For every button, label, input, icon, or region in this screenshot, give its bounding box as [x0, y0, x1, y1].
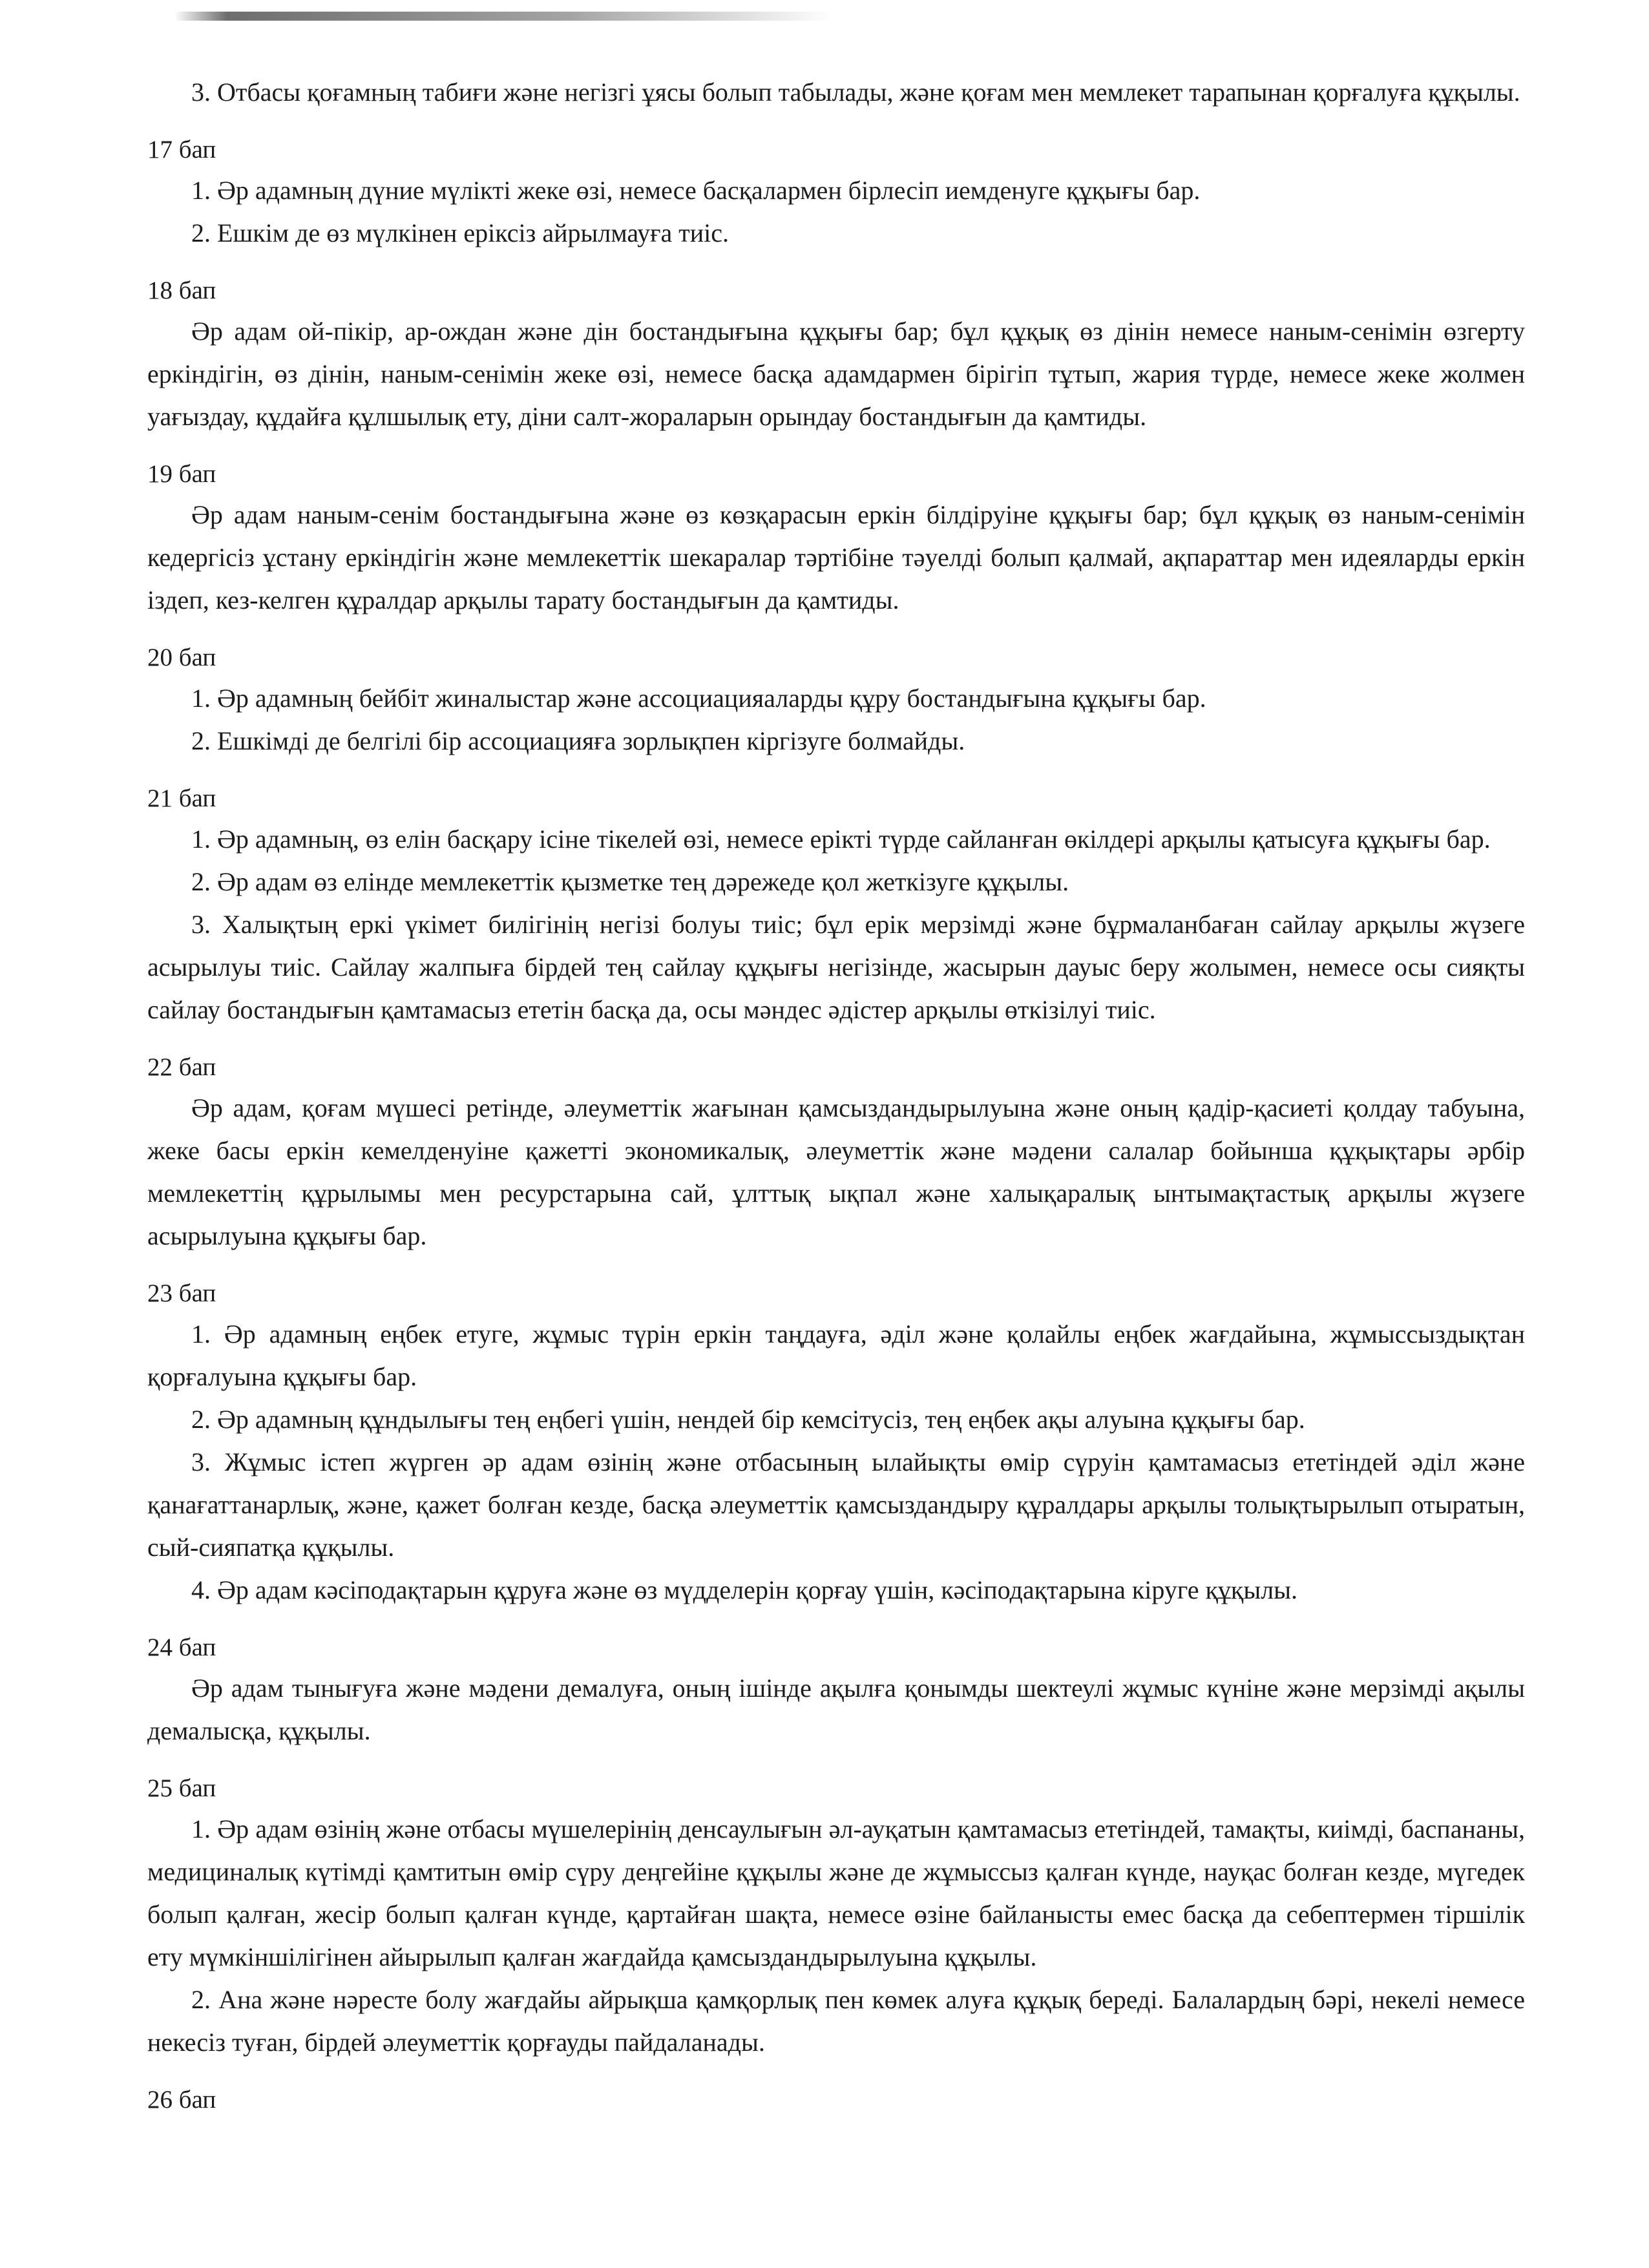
- article-17: [147, 131, 1525, 255]
- article-heading: 25 бап: [147, 1774, 216, 1802]
- article-paragraph: Әр адам ой-пікір, ар-ождан және дін бостандығына құқығы бар; бұл құқық өз дінін немесе наным-сенімін өзгерту еркіндігін, өз дінін, наным-сенімін жеке өзі, немесе басқа адамдармен бірігіп тұтып, жария түрде, немесе жеке жолмен уағыздау, құдайға құлшылық ету, діни салт-жораларын орындау бостандығын да қамтиды.: [147, 317, 1525, 431]
- article-paragraph: Әр адам наным-сенім бостандығына және өз көзқарасын еркін білдіруіне құқығы бар; бұл құқық өз наным-сенімін кедергісіз ұстану еркіндігін және мемлекеттік шекаралар тәртібіне тәуелді болып қалмай, ақпараттар мен идеяларды еркін іздеп, кез-келген құралдар арқылы тарату бостандығын да қамтиды.: [147, 500, 1525, 614]
- article-24: [147, 1628, 1525, 1752]
- article-heading: 17 бап: [147, 136, 216, 163]
- article-paragraph: 2. Әр адамның құндылығы тең еңбегі үшін, нендей бір кемсітусіз, тең еңбек ақы алуына құқығы бар.: [191, 1405, 1305, 1434]
- article-heading: 19 бап: [147, 460, 216, 488]
- article-heading: 24 бап: [147, 1633, 216, 1661]
- article-paragraph: 1. Әр адам өзінің және отбасы мүшелерінің денсаулығын әл-ауқатын қамтамасыз ететіндей, тамақты, киімді, баспананы, медициналық күтімді қамтитын өмір сүру деңгейіне құқылы және де жұмыссыз қалған күнде, науқас болған кезде, мүгедек болып қалған, жесір болып қалған күнде, қартайған шақта, немесе өзіне байланысты емес басқа да себептермен тіршілік ету мүмкіншілігінен айырылып қалған жағдайда қамсыздандырылуына құқылы.: [147, 1814, 1525, 1971]
- article-heading: 20 бап: [147, 644, 216, 671]
- article-heading: 18 бап: [147, 277, 216, 304]
- article-20: [147, 638, 1525, 762]
- article-18: [147, 271, 1525, 438]
- intro-paragraph: 3. Отбасы қоғамның табиғи және негізгі ұясы болып табылады, және қоғам мен мемлекет тарапынан қорғалуға құқылы.: [191, 78, 1520, 107]
- article-heading: 26 бап: [147, 2086, 216, 2114]
- article-heading: 22 бап: [147, 1053, 216, 1081]
- article-paragraph: 2. Ешкімді де белгілі бір ассоциацияға зорлықпен кіргізуге болмайды.: [191, 726, 965, 755]
- article-paragraph: 1. Әр адамның дүние мүлікті жеке өзі, немесе басқалармен бірлесіп иемденуге құқығы бар.: [191, 176, 1201, 205]
- article-paragraph: 3. Халықтың еркі үкімет билігінің негізі болуы тиіс; бұл ерік мерзімді және бұрмаланбаған сайлау арқылы жүзеге асырылуы тиіс. Сайлау жалпыға бірдей тең сайлау құқығы негізінде, жасырын дауыс беру жолымен, немесе осы сияқты сайлау бостандығын қамтамасыз ететін басқа да, осы мәндес әдістер арқылы өткізілуі тиіс.: [147, 910, 1525, 1024]
- article-26: [147, 2081, 1525, 2119]
- article-heading: 23 бап: [147, 1279, 216, 1307]
- article-paragraph: 2. Ана және нәресте болу жағдайы айрықша қамқорлық пен көмек алуға құқық береді. Балалардың бәрі, некелі немесе некесіз туған, бірдей әлеуметтік қорғауды пайдаланады.: [147, 1985, 1525, 2057]
- scan-edge-mark: [174, 12, 834, 21]
- article-paragraph: Әр адам тынығуға және мәдени демалуға, оның ішінде ақылға қонымды шектеулі жұмыс күніне және мерзімді ақылы демалысқа, құқылы.: [147, 1674, 1525, 1745]
- article-paragraph: 1. Әр адамның бейбіт жиналыстар және ассоциацияаларды құру бостандығына құқығы бар.: [191, 684, 1206, 713]
- article-21: [147, 779, 1525, 1031]
- article-23: [147, 1274, 1525, 1612]
- article-heading: 21 бап: [147, 784, 216, 812]
- article-paragraph: 1. Әр адамның, өз елін басқару ісіне тікелей өзі, немесе ерікті түрде сайланған өкілдері арқылы қатысуға құқығы бар.: [191, 824, 1491, 854]
- article-paragraph: 1. Әр адамның еңбек етуге, жұмыс түрін еркін таңдауға, әділ және қолайлы еңбек жағдайына, жұмыссыздықтан қорғалуына құқығы бар.: [147, 1319, 1525, 1391]
- article-25: [147, 1769, 1525, 2064]
- article-19: [147, 455, 1525, 622]
- article-paragraph: 4. Әр адам кәсіподақтарын құруға және өз мүдделерін қорғау үшін, кәсіподақтарына кіруге құқылы.: [191, 1575, 1298, 1604]
- document-page: [147, 71, 1525, 2229]
- article-paragraph: 3. Жұмыс істеп жүрген әр адам өзінің және отбасының ылайықты өмір сүруін қамтамасыз ететіндей әділ және қанағаттанарлық, және, қажет болған кезде, басқа әлеуметтік қамсыздандыру құралдары арқылы толықтырылып отыратын, сый-сияпатқа құқылы.: [147, 1447, 1525, 1562]
- article-paragraph: 2. Әр адам өз елінде мемлекеттік қызметке тең дәрежеде қол жеткізуге құқылы.: [191, 867, 1069, 896]
- article-paragraph: Әр адам, қоғам мүшесі ретінде, әлеуметтік жағынан қамсыздандырылуына және оның қадір-қасиеті қолдау табуына, жеке басы еркін кемелденуіне қажетті экономикалық, әлеуметтік және мәдени салалар бойынша құқықтары әрбір мемлекеттің құрылымы мен ресурстарына сай, ұлттық ықпал және халықаралық ынтымақтастық арқылы жүзеге асырылуына құқығы бар.: [147, 1093, 1525, 1250]
- article-paragraph: 2. Ешкім де өз мүлкінен еріксіз айрылмауға тиіс.: [191, 218, 730, 247]
- article-22: [147, 1048, 1525, 1257]
